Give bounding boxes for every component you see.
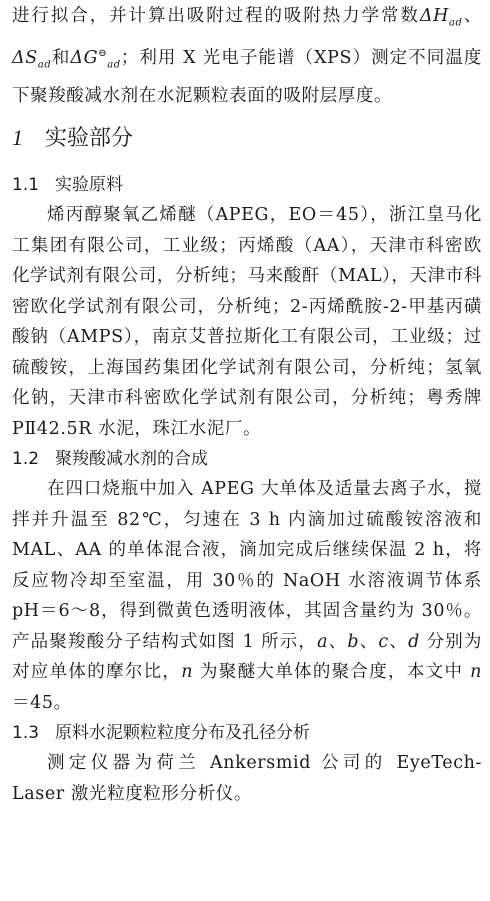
subsection-heading-1-1 bbox=[12, 170, 482, 200]
instrument-paragraph: 测定仪器为荷兰 Ankersmid 公司的 EyeTech-Laser 激光粒度粒形分析仪。 bbox=[12, 753, 482, 804]
delta-s: $\Delta S_{ad}$ bbox=[12, 47, 52, 71]
subsection-heading-1-2 bbox=[12, 444, 482, 474]
paper-page bbox=[12, 0, 482, 809]
intro-text-rest: ；利用 X 光电子能谱（XPS）测定不同温度下聚羧酸减水剂在水泥颗粒表面的吸附层厚度。 bbox=[12, 47, 482, 106]
intro-text-line1: 进行拟合，并计算出吸附过程的吸附热力学常数 bbox=[12, 6, 420, 26]
subsection-number: 1.2 bbox=[12, 449, 40, 470]
subsection-title: 原料水泥颗粒粒度分布及孔径分析 bbox=[55, 723, 311, 744]
synthesis-paragraph: 在四口烧瓶中加入 APEG 大单体及适量去离子水，搅拌并升温至 82℃，匀速在 3 h 内滴加过硫酸铵溶液和 MAL、AA 的单体混合液，滴加完成后继续保温 2 h，将反应物冷却至室温，用 30％的 NaOH 水溶液调节体系 pH＝6～8，得到微黄色透明液体，其固含量约为 30％。产品聚羧酸分子结构式如图 1 所示，a、b、c、d 分别为对应单体的摩尔比，n 为聚醚大单体的聚合度，本文中 n＝45。 bbox=[12, 479, 483, 713]
subsection-title: 实验原料 bbox=[55, 175, 124, 196]
intro-paragraph: 进行拟合，并计算出吸附过程的吸附热力学常数$\Delta H_{ad}$、$\Delta S_{ad}$和$\Delta G^⊖_{ad}$；利用 X 光电子能谱（XPS）测定不同温度下聚羧酸减水剂在水泥颗粒表面的吸附层厚度。 bbox=[12, 6, 482, 106]
section-number: 1 bbox=[12, 125, 23, 151]
subsection-title: 聚羧酸减水剂的合成 bbox=[55, 449, 209, 470]
subsection-number: 1.3 bbox=[12, 723, 40, 744]
delta-h: $\Delta H_{ad}$ bbox=[419, 6, 463, 29]
subsection-heading-1-3 bbox=[12, 718, 482, 748]
section-heading bbox=[12, 123, 482, 154]
delta-g: $\Delta G^⊖_{ad}$ bbox=[70, 47, 121, 71]
section-title: 实验部分 bbox=[45, 126, 134, 152]
subsection-number: 1.1 bbox=[12, 175, 40, 196]
materials-paragraph: 烯丙醇聚氧乙烯醚（APEG，EO＝45），浙江皇马化工集团有限公司，工业级；丙烯酸（AA），天津市科密欧化学试剂有限公司，分析纯；马来酸酐（MAL），天津市科密欧化学试剂有限公司，分析纯；2-丙烯酰胺-2-甲基丙磺酸钠（AMPS），南京艾普拉斯化工有限公司，工业级；过硫酸铵，上海国药集团化学试剂有限公司，分析纯；氢氧化钠，天津市科密欧化学试剂有限公司，分析纯；粤秀牌 PⅡ42.5R 水泥，珠江水泥厂。 bbox=[12, 205, 482, 439]
and-word: 和 bbox=[51, 47, 71, 68]
